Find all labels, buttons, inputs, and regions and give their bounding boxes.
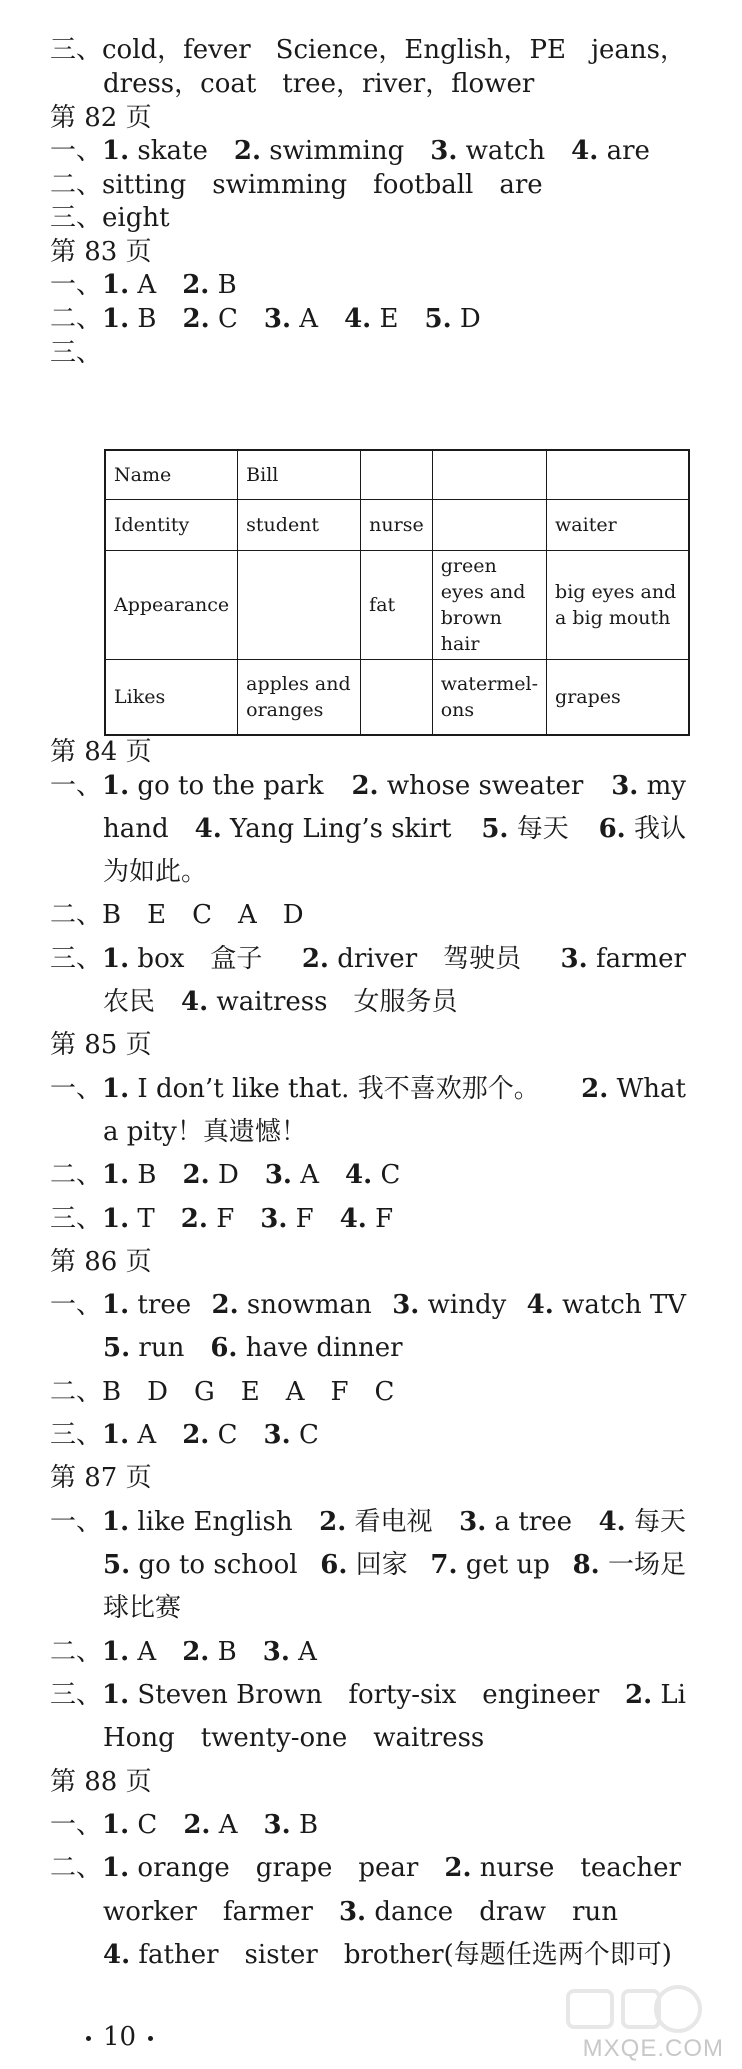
page-heading-88: 第 88 页 bbox=[50, 1767, 152, 1797]
answer-line-27: 三、1. A 2. C 3. C bbox=[50, 1420, 319, 1450]
answer-line-31: 球比赛 bbox=[103, 1593, 182, 1623]
answer-line-25: 5. run 6. have dinner bbox=[103, 1333, 403, 1363]
page-number: 10 bbox=[74, 2022, 165, 2052]
answer-line-20: a pity！真遗憾！ bbox=[103, 1117, 307, 1147]
answer-line-16: 三、1. box 盒子 2. driver 驾驶员 3. farmer bbox=[50, 944, 686, 974]
table-row: Likes apples and oranges watermel-ons grapes bbox=[105, 659, 689, 735]
answer-line-39: 4. father sister brother(每题任选两个即可) bbox=[103, 1940, 672, 1970]
answer-line-12: 一、1. go to the park 2. whose sweater 3. my bbox=[50, 771, 686, 801]
answer-line-4: 一、1. skate 2. swimming 3. watch 4. are bbox=[50, 136, 650, 166]
answer-line-21: 二、1. B 2. D 3. A 4. C bbox=[50, 1160, 401, 1190]
page-heading-85: 第 85 页 bbox=[50, 1030, 152, 1060]
answer-line-32: 二、1. A 2. B 3. A bbox=[50, 1637, 317, 1667]
answer-line-34: Hong twenty-one waitress bbox=[103, 1723, 485, 1753]
answer-line-33: 三、1. Steven Brown forty-six engineer 2. Li bbox=[50, 1680, 686, 1710]
dot-icon bbox=[86, 2036, 91, 2041]
dot-icon bbox=[148, 2036, 153, 2041]
answer-line-37: 二、1. orange grape pear 2. nurse teacher bbox=[50, 1853, 681, 1883]
answer-line-36: 一、1. C 2. A 3. B bbox=[50, 1810, 319, 1840]
answer-line-19: 一、1. I don’t like that. 我不喜欢那个。 2. What bbox=[50, 1074, 686, 1104]
answer-line-1: 三、cold，fever Science，English，PE jeans， bbox=[50, 35, 686, 65]
answer-line-9: 二、1. B 2. C 3. A 4. E 5. D bbox=[50, 304, 481, 334]
answer-line-30: 5. go to school 6. 回家 7. get up 8. 一场足 bbox=[103, 1550, 686, 1580]
answer-line-10: 三、 bbox=[50, 338, 103, 368]
answer-table bbox=[104, 449, 690, 736]
page-heading-84: 第 84 页 bbox=[50, 737, 152, 767]
answer-line-38: worker farmer 3. dance draw run bbox=[103, 1897, 618, 1927]
answer-line-24: 一、1. tree 2. snowman 3. windy 4. watch TV bbox=[50, 1290, 686, 1320]
answer-line-22: 三、1. T 2. F 3. F 4. F bbox=[50, 1204, 394, 1234]
table-row: Appearance fat green eyes and brown hair big eyes and a big mouth bbox=[105, 550, 689, 659]
answer-line-15: 二、B E C A D bbox=[50, 900, 304, 930]
table-row: Identity student nurse waiter bbox=[105, 499, 689, 550]
answer-line-2: dress，coat tree，river，flower bbox=[103, 69, 535, 99]
answer-line-5: 二、sitting swimming football are bbox=[50, 170, 543, 200]
page-heading-87: 第 87 页 bbox=[50, 1463, 152, 1493]
answer-line-29: 一、1. like English 2. 看电视 3. a tree 4. 每天 bbox=[50, 1507, 686, 1537]
page-heading-83: 第 83 页 bbox=[50, 237, 152, 267]
table-row: Name Bill bbox=[105, 450, 689, 499]
page-heading-86: 第 86 页 bbox=[50, 1247, 152, 1277]
page-heading-82: 第 82 页 bbox=[50, 103, 152, 133]
watermark-text: MXQE.COM bbox=[582, 2035, 724, 2062]
answer-line-26: 二、B D G E A F C bbox=[50, 1377, 395, 1407]
answer-line-13: hand 4. Yang Ling’s skirt 5. 每天 6. 我认 bbox=[103, 814, 686, 844]
answer-line-8: 一、1. A 2. B bbox=[50, 270, 237, 300]
answer-line-14: 为如此。 bbox=[103, 857, 208, 887]
answer-line-6: 三、eight bbox=[50, 203, 170, 233]
answer-line-17: 农民 4. waitress 女服务员 bbox=[103, 987, 458, 1017]
